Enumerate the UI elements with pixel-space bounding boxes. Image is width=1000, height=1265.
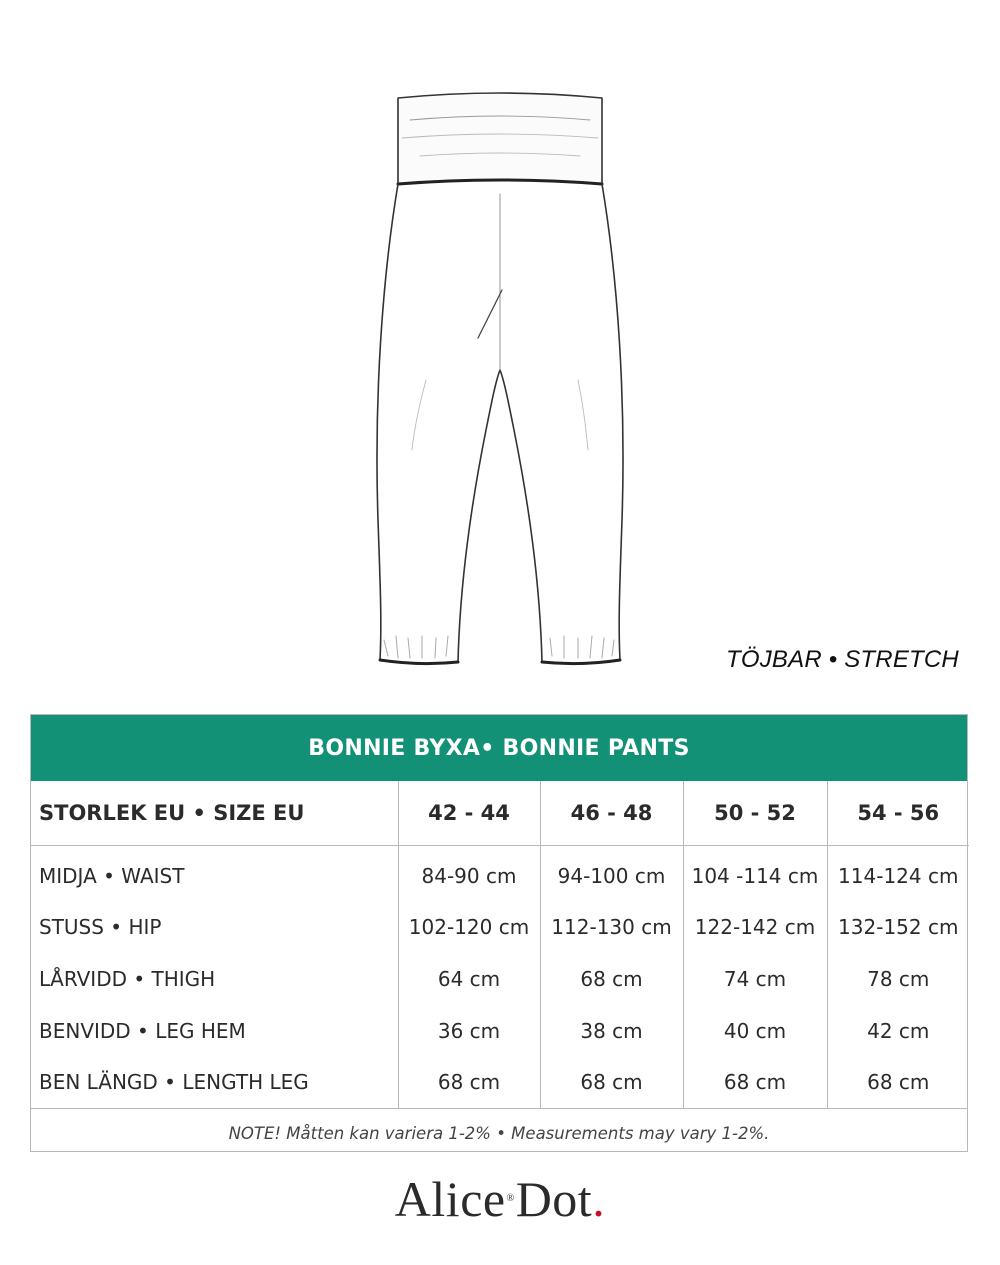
table-cell: 36 cm bbox=[398, 1005, 540, 1057]
table-cell: 114-124 cm bbox=[827, 846, 969, 902]
table-cell: 64 cm bbox=[398, 953, 540, 1005]
alicedot-logo bbox=[350, 1158, 650, 1228]
table-cell: 40 cm bbox=[683, 1005, 827, 1057]
measurement-note: NOTE! Måtten kan variera 1-2% • Measurements may vary 1-2%. bbox=[31, 1108, 967, 1159]
column-header: 46 - 48 bbox=[540, 781, 683, 846]
pants-illustration-icon bbox=[340, 80, 660, 700]
table-cell: 104 -114 cm bbox=[683, 846, 827, 902]
stretch-label: TÖJBAR • STRETCH bbox=[726, 646, 959, 673]
table-cell: 68 cm bbox=[540, 1056, 683, 1108]
row-label: LÅRVIDD • THIGH bbox=[39, 966, 216, 991]
table-cell: 68 cm bbox=[540, 953, 683, 1005]
table-row bbox=[31, 1005, 969, 1057]
table-row bbox=[31, 1056, 969, 1108]
row-label: BEN LÄNGD • LENGTH LEG bbox=[39, 1070, 309, 1095]
table-row bbox=[31, 902, 969, 954]
size-chart-title: BONNIE BYXA• BONNIE PANTS bbox=[31, 715, 967, 781]
registered-icon: ® bbox=[506, 1193, 515, 1204]
table-header-row bbox=[31, 781, 969, 846]
row-label: STUSS • HIP bbox=[39, 915, 162, 940]
column-header-size: STORLEK EU • SIZE EU bbox=[31, 781, 398, 846]
table-cell: 78 cm bbox=[827, 953, 969, 1005]
table-cell: 38 cm bbox=[540, 1005, 683, 1057]
table-cell: 74 cm bbox=[683, 953, 827, 1005]
table-cell: 112-130 cm bbox=[540, 902, 683, 954]
table-cell: 122-142 cm bbox=[683, 902, 827, 954]
logo-red-dot: . bbox=[592, 1171, 606, 1227]
table-cell: 94-100 cm bbox=[540, 846, 683, 902]
row-label: MIDJA • WAIST bbox=[39, 863, 185, 888]
size-chart bbox=[30, 714, 968, 1152]
table-cell: 84-90 cm bbox=[398, 846, 540, 902]
column-header: 54 - 56 bbox=[827, 781, 969, 846]
column-header: 42 - 44 bbox=[398, 781, 540, 846]
column-header: 50 - 52 bbox=[683, 781, 827, 846]
table-cell: 42 cm bbox=[827, 1005, 969, 1057]
table-cell: 68 cm bbox=[683, 1056, 827, 1108]
pants-drawing bbox=[340, 80, 660, 700]
logo-text-alice: Alice bbox=[394, 1171, 506, 1227]
table-cell: 102-120 cm bbox=[398, 902, 540, 954]
table-cell: 132-152 cm bbox=[827, 902, 969, 954]
size-table bbox=[31, 781, 969, 1108]
logo-text-dot: Dot bbox=[515, 1171, 593, 1227]
table-row bbox=[31, 846, 969, 902]
row-label: BENVIDD • LEG HEM bbox=[39, 1018, 246, 1043]
table-cell: 68 cm bbox=[827, 1056, 969, 1108]
table-cell: 68 cm bbox=[398, 1056, 540, 1108]
table-row bbox=[31, 953, 969, 1005]
